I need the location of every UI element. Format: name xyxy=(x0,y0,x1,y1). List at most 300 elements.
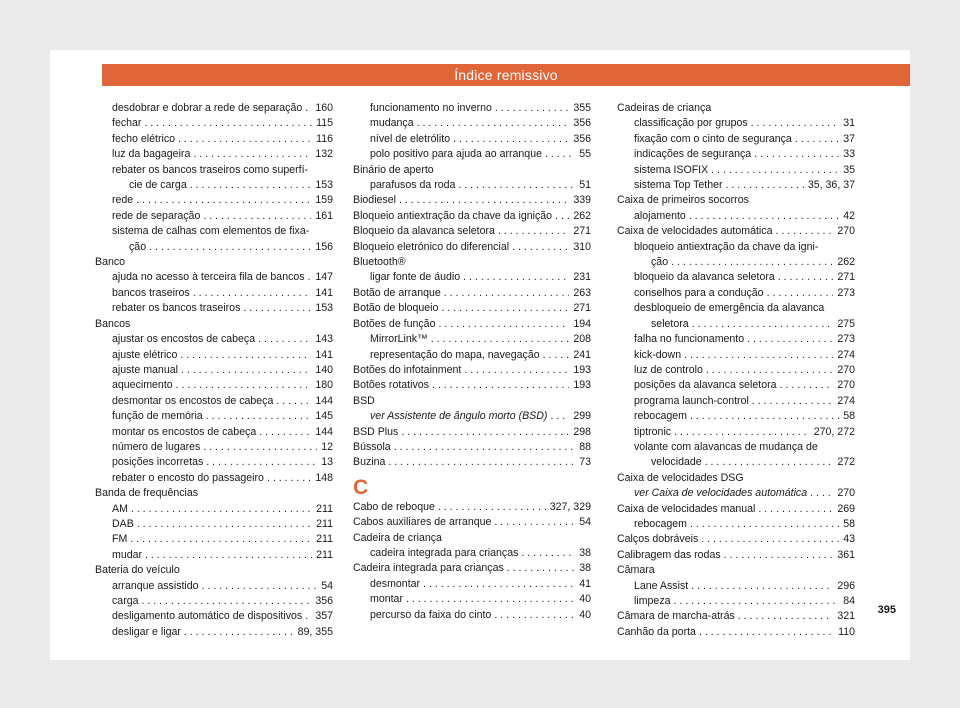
entry-page-ref: 356 xyxy=(573,117,591,130)
entry-page-ref: 193 xyxy=(573,379,591,392)
leader-dots xyxy=(464,363,569,378)
page-header: Índice remissivo xyxy=(102,64,910,86)
index-entry xyxy=(353,193,591,208)
leader-dots xyxy=(754,147,839,162)
leader-dots xyxy=(441,301,569,316)
entry-page-ref: 273 xyxy=(837,286,855,299)
index-subentry xyxy=(617,579,855,594)
entry-label: ver Assistente de ângulo morto (BSD) xyxy=(370,410,548,423)
index-entry xyxy=(617,625,855,640)
entry-page-ref: 269 xyxy=(837,502,855,515)
index-subentry xyxy=(95,348,333,363)
entry-page-ref: 339 xyxy=(573,194,591,207)
entry-page-ref: 241 xyxy=(573,348,591,361)
index-subentry xyxy=(95,394,333,409)
leader-dots xyxy=(180,348,311,363)
leader-dots xyxy=(494,608,575,623)
leader-dots xyxy=(399,193,569,208)
entry-page-ref: 43 xyxy=(843,533,855,546)
entry-label: seletora xyxy=(651,317,689,330)
entry-page-ref: 159 xyxy=(315,194,333,207)
entry-page-ref: 211 xyxy=(316,548,333,561)
index-subentry xyxy=(617,409,855,424)
entry-label: funcionamento no inverno xyxy=(370,102,492,114)
leader-dots xyxy=(543,348,570,363)
entry-page-ref: 38 xyxy=(579,546,591,559)
entry-page-ref: 153 xyxy=(315,302,333,315)
entry-label: rebater os bancos traseiros xyxy=(112,302,241,315)
entry-label: Caixa de primeiros socorros xyxy=(617,194,749,207)
entry-page-ref: 180 xyxy=(315,379,333,392)
entry-label: conselhos para a condução xyxy=(634,286,764,299)
entry-label: Bússola xyxy=(353,440,391,453)
leader-dots xyxy=(144,116,312,131)
index-subentry xyxy=(617,301,855,332)
entry-page-ref: 41 xyxy=(579,577,591,590)
entry-label: polo positivo para ajuda ao arranque xyxy=(370,148,542,161)
index-entry xyxy=(617,193,855,208)
index-entry xyxy=(353,515,591,530)
leader-dots xyxy=(507,561,575,576)
entry-page-ref: 231 xyxy=(573,271,591,284)
entry-page-ref: 140 xyxy=(315,363,333,376)
entry-label: representação do mapa, navegação xyxy=(370,348,540,361)
entry-page-ref: 58 xyxy=(843,517,855,530)
entry-page-ref: 89, 355 xyxy=(297,625,333,638)
leader-dots xyxy=(394,440,576,455)
entry-label: desligar e ligar xyxy=(112,625,181,638)
entry-page-ref: 272 xyxy=(837,456,855,469)
leader-dots xyxy=(308,270,312,285)
index-subentry xyxy=(95,163,333,194)
index-subentry xyxy=(95,471,333,486)
index-entry xyxy=(617,532,855,547)
entry-label: desdobrar e dobrar a rede de separação xyxy=(112,102,303,114)
entry-label: Calços dobráveis xyxy=(617,533,699,546)
entry-label: Botão de arranque xyxy=(353,286,441,299)
entry-label: Cabos auxiliares de arranque xyxy=(353,516,492,529)
index-subentry xyxy=(353,577,591,592)
entry-label: DAB xyxy=(112,517,134,530)
leader-dots xyxy=(130,532,312,547)
index-subentry xyxy=(95,594,333,609)
index-subentry xyxy=(95,440,333,455)
entry-label: FM xyxy=(112,533,128,546)
index-subentry xyxy=(95,209,333,224)
entry-page-ref: 298 xyxy=(573,425,591,438)
index-subentry xyxy=(95,532,333,547)
index-entry xyxy=(353,224,591,239)
leader-dots xyxy=(259,425,311,440)
leader-dots xyxy=(206,409,312,424)
entry-label: cadeira integrada para crianças xyxy=(370,546,519,559)
index-entry xyxy=(353,255,591,270)
entry-label: BSD Plus xyxy=(353,425,399,438)
entry-page-ref: 31 xyxy=(843,117,855,130)
entry-page-ref: 40 xyxy=(579,608,591,621)
index-subentry xyxy=(617,178,855,193)
index-column-1 xyxy=(95,101,333,640)
leader-dots xyxy=(305,101,311,116)
index-subentry xyxy=(95,378,333,393)
leader-dots xyxy=(181,363,311,378)
entry-label: arranque assistido xyxy=(112,579,199,592)
entry-label: Botões de função xyxy=(353,317,436,330)
index-column-3 xyxy=(617,101,855,640)
leader-dots xyxy=(417,116,570,131)
entry-page-ref: 270 xyxy=(837,225,855,238)
index-entry xyxy=(353,455,591,470)
entry-page-ref: 143 xyxy=(315,333,333,346)
index-entry xyxy=(353,440,591,455)
entry-label: posições incorretas xyxy=(112,456,204,469)
entry-label: rebater o encosto do passageiro xyxy=(112,471,264,484)
section-letter: C xyxy=(353,475,369,499)
entry-page-ref: 13 xyxy=(321,456,333,469)
index-subentry xyxy=(617,116,855,131)
entry-page-ref: 153 xyxy=(315,179,333,192)
entry-page-ref: 271 xyxy=(573,225,591,238)
leader-dots xyxy=(190,178,312,193)
entry-label: desbloqueio de emergência da alavanca xyxy=(634,302,825,315)
index-entry xyxy=(353,363,591,378)
entry-label: Bateria do veículo xyxy=(95,564,180,577)
leader-dots xyxy=(775,224,833,239)
entry-label: kick-down xyxy=(634,348,682,361)
index-entry xyxy=(617,563,855,578)
leader-dots xyxy=(438,317,569,332)
entry-label: Banco xyxy=(95,256,126,269)
entry-label: percurso da faixa do cinto xyxy=(370,608,492,621)
leader-dots xyxy=(555,209,569,224)
index-subentry xyxy=(95,425,333,440)
entry-label: Bloqueio da alavanca seletora xyxy=(353,225,495,238)
index-subentry xyxy=(95,301,333,316)
entry-page-ref: 115 xyxy=(316,117,333,130)
leader-dots xyxy=(795,132,839,147)
index-subentry xyxy=(353,348,591,363)
entry-page-ref: 296 xyxy=(837,579,855,592)
entry-page-ref: 88 xyxy=(579,440,591,453)
leader-dots xyxy=(203,440,317,455)
leader-dots xyxy=(674,425,810,440)
entry-page-ref: 327, 329 xyxy=(549,500,591,513)
entry-label: AM xyxy=(112,502,128,515)
entry-page-ref: 51 xyxy=(579,179,591,192)
leader-dots xyxy=(699,625,834,640)
index-entry xyxy=(95,255,333,270)
entry-label: ajuste elétrico xyxy=(112,348,178,361)
index-subentry xyxy=(95,517,333,532)
entry-label: ção xyxy=(129,240,147,253)
entry-label: mudar xyxy=(112,548,143,561)
entry-label: rebocagem xyxy=(634,410,687,423)
leader-dots xyxy=(206,455,317,470)
leader-dots xyxy=(131,502,312,517)
index-subentry xyxy=(353,592,591,607)
leader-dots xyxy=(724,548,834,563)
entry-page-ref: 271 xyxy=(837,271,855,284)
leader-dots xyxy=(498,224,569,239)
leader-dots xyxy=(671,255,833,270)
index-subentry xyxy=(617,163,855,178)
index-entry xyxy=(617,224,855,239)
index-subentry xyxy=(95,332,333,347)
entry-label: sistema ISOFIX xyxy=(634,163,709,176)
entry-label: montar xyxy=(370,593,403,606)
entry-page-ref: 299 xyxy=(573,410,591,423)
entry-page-ref: 73 xyxy=(579,456,591,469)
index-subentry xyxy=(95,101,333,116)
entry-label: Câmara xyxy=(617,564,655,577)
leader-dots xyxy=(267,471,311,486)
entry-label: fechar xyxy=(112,117,142,130)
leader-dots xyxy=(810,486,833,501)
entry-label: Bloqueio antiextração da chave da ignição xyxy=(353,209,553,222)
index-subentry xyxy=(95,455,333,470)
leader-dots xyxy=(711,163,839,178)
leader-dots xyxy=(243,301,311,316)
entry-label: bancos traseiros xyxy=(112,286,190,299)
entry-page-ref: 38 xyxy=(579,562,591,575)
leader-dots xyxy=(258,332,311,347)
index-subentry xyxy=(353,132,591,147)
entry-label: luz de controlo xyxy=(634,363,703,376)
leader-dots xyxy=(423,577,575,592)
page-number: 395 xyxy=(877,604,896,616)
index-subentry xyxy=(95,116,333,131)
index-subentry xyxy=(617,594,855,609)
entry-page-ref: 211 xyxy=(316,517,333,530)
entry-page-ref: 42 xyxy=(843,209,855,222)
leader-dots xyxy=(778,270,834,285)
leader-dots xyxy=(495,101,569,116)
index-entry xyxy=(617,502,855,517)
index-subentry xyxy=(353,270,591,285)
leader-dots xyxy=(738,609,834,624)
entry-page-ref: 211 xyxy=(316,533,333,546)
entry-page-ref: 262 xyxy=(573,209,591,222)
entry-page-ref: 356 xyxy=(315,595,333,607)
leader-dots xyxy=(178,132,312,147)
entry-page-ref: 54 xyxy=(321,579,333,592)
entry-label: desmontar xyxy=(370,577,421,590)
index-entry xyxy=(617,101,855,116)
entry-label: sistema Top Tether xyxy=(634,179,723,192)
entry-label: alojamento xyxy=(634,209,686,222)
entry-page-ref: 147 xyxy=(315,271,333,284)
entry-label: ver Caixa de velocidades automática xyxy=(634,487,808,500)
entry-page-ref: 33 xyxy=(843,148,855,161)
entry-label: velocidade xyxy=(651,456,702,469)
entry-label: classificação por grupos xyxy=(634,117,748,130)
index-entry xyxy=(353,209,591,224)
entry-page-ref: 262 xyxy=(837,256,855,269)
index-subentry xyxy=(617,209,855,224)
index-subentry xyxy=(617,440,855,471)
entry-page-ref: 144 xyxy=(315,425,333,438)
entry-page-ref: 274 xyxy=(837,394,855,407)
leader-dots xyxy=(453,132,569,147)
leader-dots xyxy=(726,178,804,193)
index-entry xyxy=(617,548,855,563)
leader-dots xyxy=(550,409,569,424)
entry-label: sistema de calhas com elementos de fixa- xyxy=(112,225,310,238)
index-subentry xyxy=(617,270,855,285)
entry-page-ref: 141 xyxy=(315,348,333,361)
entry-page-ref: 310 xyxy=(573,240,591,253)
entry-label: Bancos xyxy=(95,317,131,330)
index-subentry xyxy=(95,193,333,208)
entry-label: ligar fonte de áudio xyxy=(370,271,461,284)
entry-label: Câmara de marcha-atrás xyxy=(617,610,735,623)
entry-page-ref: 12 xyxy=(321,440,333,453)
entry-page-ref: 144 xyxy=(315,394,333,407)
leader-dots xyxy=(432,378,569,393)
entry-label: limpeza xyxy=(634,595,671,607)
entry-label: rede xyxy=(112,194,134,207)
entry-page-ref: 110 xyxy=(838,625,855,638)
index-subentry xyxy=(95,270,333,285)
entry-page-ref: 270 xyxy=(837,363,855,376)
leader-dots xyxy=(689,209,839,224)
entry-label: rede de separação xyxy=(112,209,201,222)
leader-dots xyxy=(690,517,839,532)
leader-dots xyxy=(193,147,311,162)
entry-label: cie de carga xyxy=(129,179,187,192)
entry-page-ref: 321 xyxy=(837,610,855,623)
index-entry xyxy=(353,301,591,316)
index-subentry xyxy=(95,609,333,624)
entry-label: BSD xyxy=(353,394,375,407)
leader-dots xyxy=(701,532,839,547)
entry-label: número de lugares xyxy=(112,440,201,453)
entry-label: Cadeira integrada para crianças xyxy=(353,562,504,575)
leader-dots xyxy=(438,500,546,515)
index-subentry xyxy=(617,240,855,271)
entry-label: desligamento automático de dispositivos xyxy=(112,610,303,623)
index-page xyxy=(50,50,910,660)
leader-dots xyxy=(512,240,569,255)
index-subentry xyxy=(353,546,591,561)
index-entry xyxy=(353,531,591,546)
index-subentry xyxy=(95,147,333,162)
index-subentry xyxy=(617,363,855,378)
leader-dots xyxy=(767,286,834,301)
entry-page-ref: 145 xyxy=(315,410,333,423)
entry-label: fecho elétrico xyxy=(112,132,176,145)
leader-dots xyxy=(674,594,840,609)
entry-label: volante com alavancas de mudança de xyxy=(634,440,818,453)
entry-label: falha no funcionamento xyxy=(634,333,745,346)
leader-dots xyxy=(142,594,312,609)
entry-label: parafusos da roda xyxy=(370,179,456,192)
entry-page-ref: 160 xyxy=(315,102,333,114)
leader-dots xyxy=(692,317,834,332)
entry-page-ref: 193 xyxy=(573,363,591,376)
entry-label: indicações de segurança xyxy=(634,148,752,161)
index-subentry xyxy=(617,332,855,347)
index-subentry xyxy=(95,579,333,594)
index-subentry xyxy=(617,348,855,363)
entry-page-ref: 357 xyxy=(315,610,333,623)
entry-page-ref: 40 xyxy=(579,593,591,606)
entry-page-ref: 156 xyxy=(315,240,333,253)
leader-dots xyxy=(705,455,834,470)
index-subentry xyxy=(95,132,333,147)
leader-dots xyxy=(149,240,311,255)
entry-page-ref: 356 xyxy=(573,132,591,145)
index-entry xyxy=(95,486,333,501)
leader-dots xyxy=(747,332,833,347)
entry-page-ref: 211 xyxy=(316,502,333,515)
entry-label: programa launch-control xyxy=(634,394,749,407)
index-subentry xyxy=(617,425,855,440)
leader-dots xyxy=(545,147,575,162)
leader-dots xyxy=(684,348,833,363)
leader-dots xyxy=(137,517,312,532)
leader-dots xyxy=(706,363,833,378)
entry-label: Buzina xyxy=(353,456,386,469)
entry-page-ref: 141 xyxy=(315,286,333,299)
leader-dots xyxy=(431,332,570,347)
leader-dots xyxy=(758,502,833,517)
index-subentry xyxy=(617,132,855,147)
leader-dots xyxy=(145,548,312,563)
leader-dots xyxy=(388,455,575,470)
leader-dots xyxy=(691,579,833,594)
entry-page-ref: 116 xyxy=(316,132,333,145)
index-subentry xyxy=(95,224,333,255)
index-subentry xyxy=(353,147,591,162)
index-subentry xyxy=(617,517,855,532)
entry-label: Cadeiras de criança xyxy=(617,102,712,114)
leader-dots xyxy=(494,515,575,530)
leader-dots xyxy=(202,579,318,594)
entry-label: Lane Assist xyxy=(634,579,689,592)
entry-label: Botões do infotainment xyxy=(353,363,462,376)
entry-page-ref: 270, 272 xyxy=(813,425,855,438)
index-subentry xyxy=(617,486,855,501)
leader-dots xyxy=(458,178,575,193)
entry-label: ajuda no acesso à terceira fila de bancos xyxy=(112,271,305,284)
entry-page-ref: 58 xyxy=(843,410,855,423)
entry-page-ref: 270 xyxy=(837,487,855,500)
entry-page-ref: 35, 36, 37 xyxy=(807,179,855,192)
leader-dots xyxy=(444,286,570,301)
leader-dots xyxy=(193,286,312,301)
index-entry xyxy=(95,317,333,332)
entry-label: ção xyxy=(651,256,669,269)
entry-label: Calibragem das rodas xyxy=(617,548,721,561)
index-entry xyxy=(95,563,333,578)
leader-dots xyxy=(690,409,839,424)
index-subentry xyxy=(95,625,333,640)
entry-label: mudança xyxy=(370,117,414,130)
entry-label: Caixa de velocidades automática xyxy=(617,225,773,238)
entry-page-ref: 270 xyxy=(837,379,855,392)
index-subentry xyxy=(353,608,591,623)
index-entry xyxy=(617,471,855,486)
leader-dots xyxy=(184,625,294,640)
leader-dots xyxy=(463,270,569,285)
entry-page-ref: 271 xyxy=(573,302,591,315)
entry-label: rebater os bancos traseiros como superfí- xyxy=(112,163,309,176)
entry-page-ref: 361 xyxy=(837,548,855,561)
entry-page-ref: 55 xyxy=(579,148,591,161)
leader-dots xyxy=(176,378,312,393)
entry-label: Banda de frequências xyxy=(95,487,199,500)
